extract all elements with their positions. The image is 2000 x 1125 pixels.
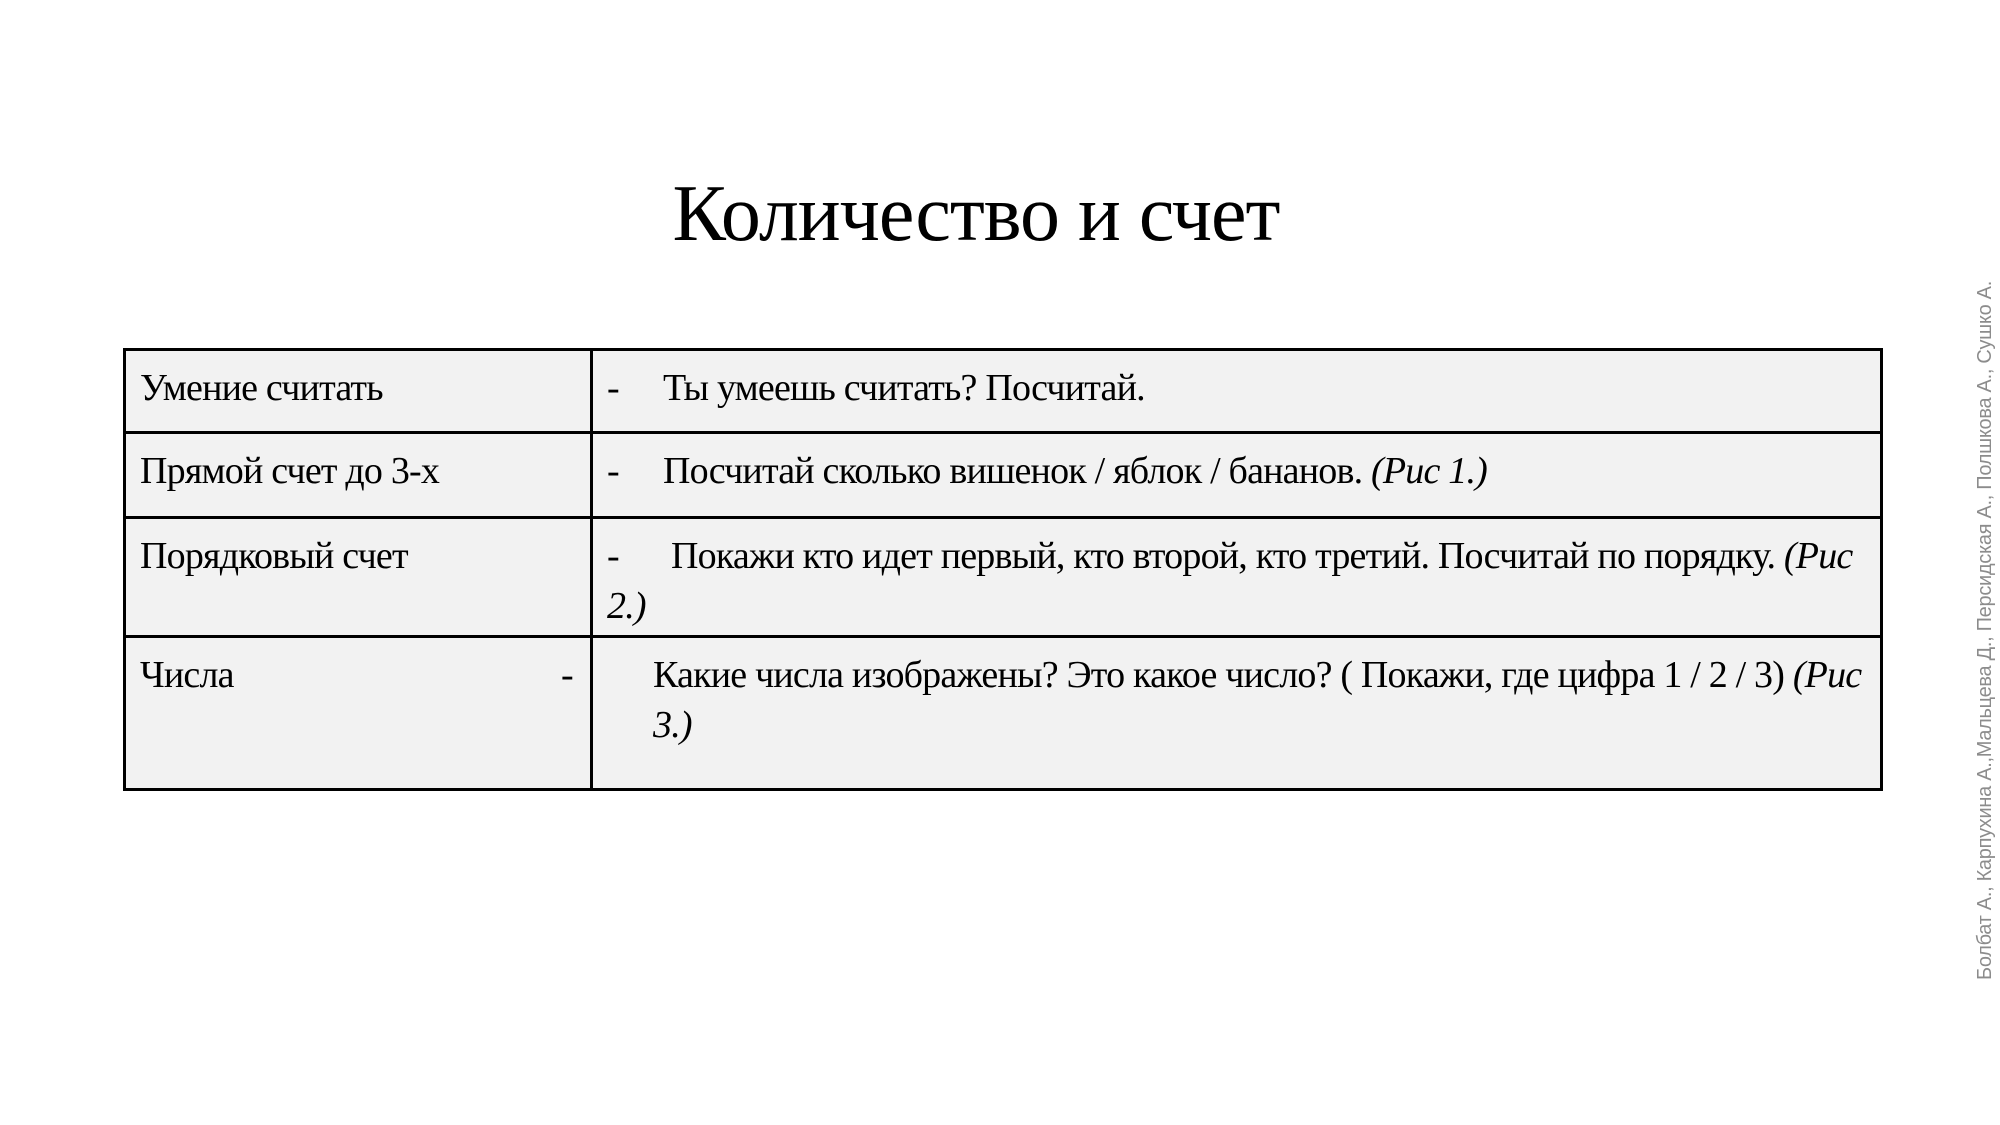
bullet-dash: - xyxy=(607,450,619,492)
bullet-dash: - xyxy=(607,535,619,577)
table-row xyxy=(125,518,1882,637)
description-text: Посчитай сколько вишенок / яблок / бананов. xyxy=(663,450,1363,492)
figure-reference: (Рис 2.) xyxy=(607,535,1853,627)
bullet-dash: - xyxy=(607,367,619,409)
row-label: Прямой счет до 3-х xyxy=(125,433,592,518)
authors-credit: Болбат А., Карпухина А.,Мальцева Д., Персидская А., Полшкова А., Сушко А. xyxy=(1974,281,1996,980)
row-description xyxy=(592,433,1882,518)
row-description xyxy=(592,350,1882,433)
description-text: Ты умеешь считать? Посчитай. xyxy=(663,367,1145,409)
figure-reference: (Рис 3.) xyxy=(653,654,1862,746)
bullet-dash: - xyxy=(561,654,573,696)
table-row xyxy=(125,433,1882,518)
description-text: Покажи кто идет первый, кто второй, кто третий. Посчитай по порядку. xyxy=(671,535,1776,577)
hanging-item xyxy=(561,650,1866,750)
row-label: Умение считать xyxy=(125,350,592,433)
figure-reference: (Рис 1.) xyxy=(1371,450,1488,492)
row-description xyxy=(592,518,1882,637)
row-label: Числа xyxy=(125,637,592,790)
slide-title: Количество и счет xyxy=(672,169,1280,258)
table-row xyxy=(125,637,1882,790)
row-label: Порядковый счет xyxy=(125,518,592,637)
table-row xyxy=(125,350,1882,433)
description-text: Какие числа изображены? Это какое число? ( Покажи, где цифра 1 / 2 / 3) xyxy=(653,654,1785,696)
content-table xyxy=(123,348,1883,791)
row-description xyxy=(561,637,1882,790)
